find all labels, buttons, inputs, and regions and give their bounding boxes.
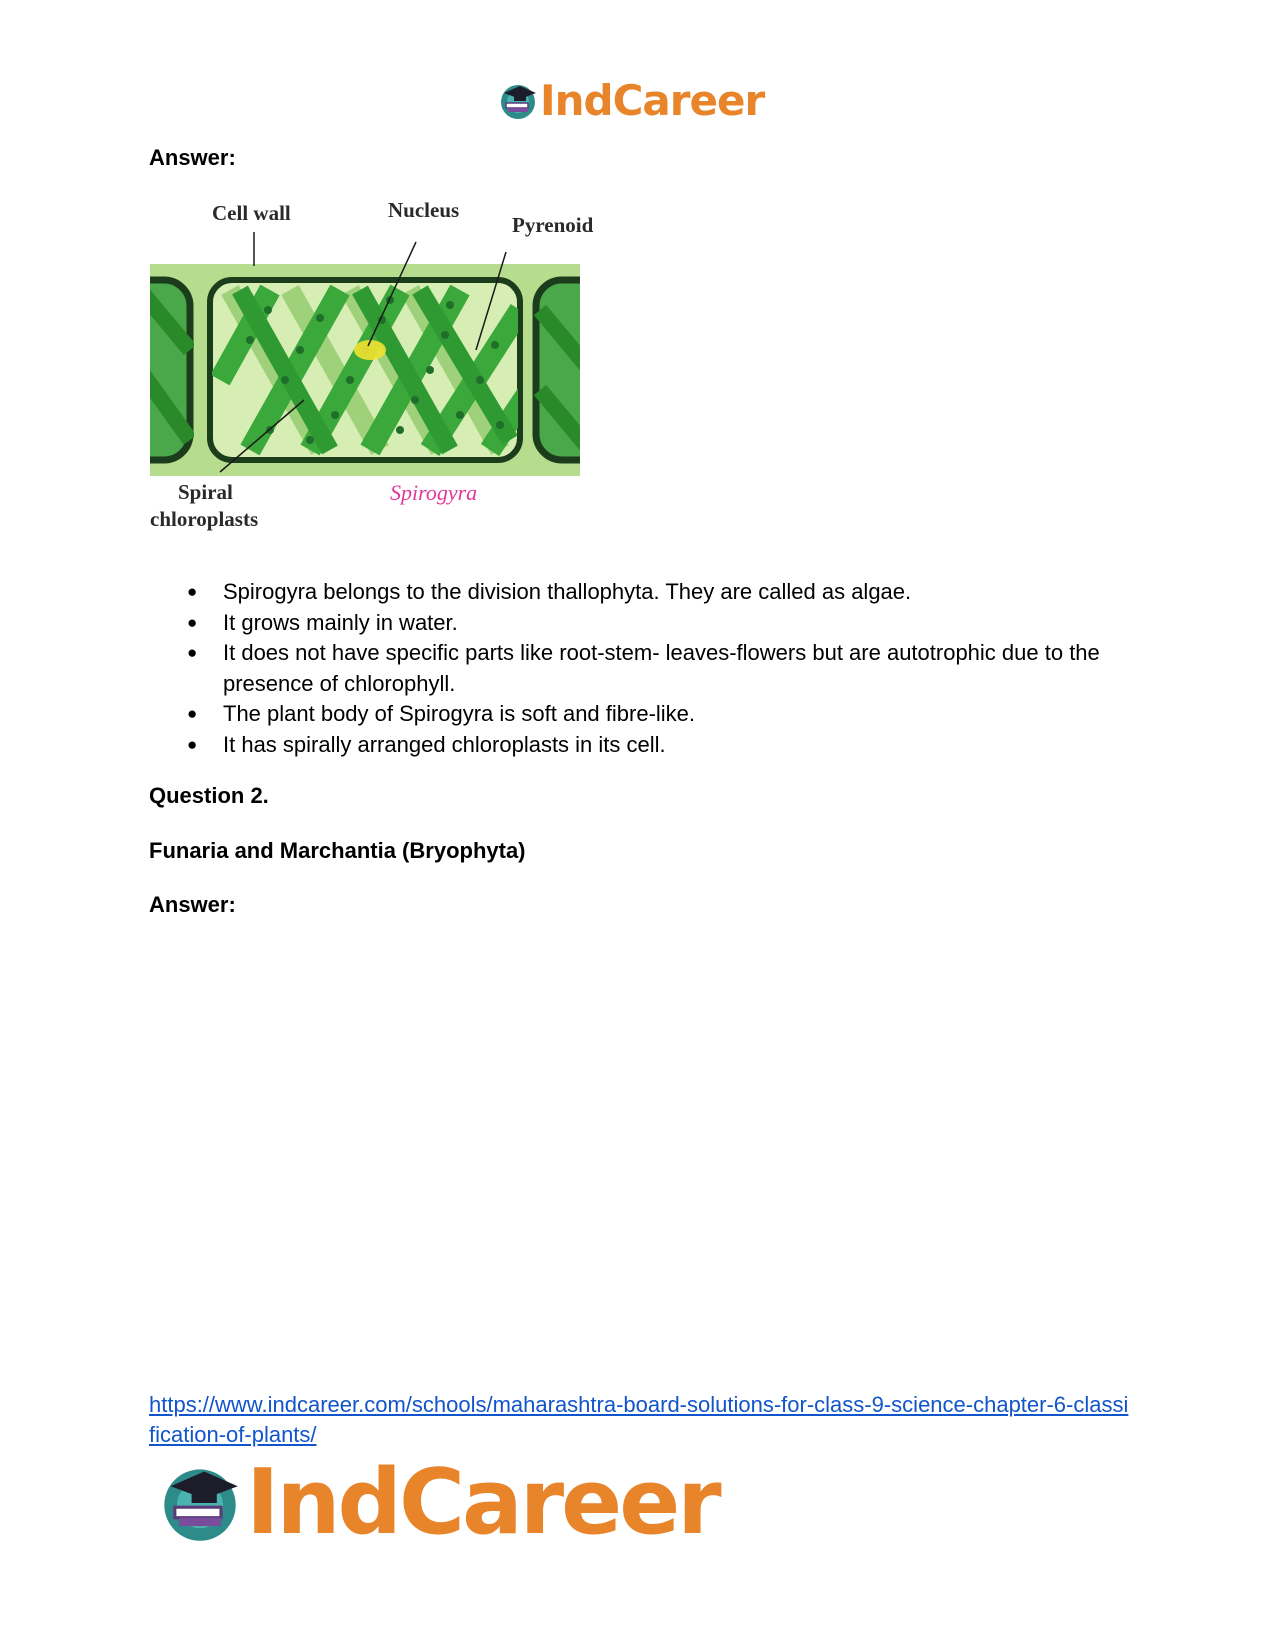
label-nucleus: Nucleus [388,200,460,222]
answer-bullet-list [149,577,1109,760]
header-logo [498,76,765,125]
list-item: ● It does not have specific parts like root-stem- leaves-flowers but are autotrophic due to the presence of chlorophyll. [149,638,1109,699]
label-spiral: Spiral [178,480,233,504]
left-neighbor-cell [150,280,190,460]
answer-heading: Answer: [149,145,236,170]
spirogyra-diagram [150,200,630,550]
logo-text: IndCareer [246,1450,719,1555]
list-item: ● Spirogyra belongs to the division thallophyta. They are called as algae. [149,577,1109,608]
question-title: Funaria and Marchantia (Bryophyta) [149,838,526,863]
label-cell-wall: Cell wall [212,201,291,225]
list-item: ● The plant body of Spirogyra is soft and fibre-like. [149,699,1109,730]
graduation-globe-icon [158,1461,242,1545]
question-heading: Question 2. [149,783,269,808]
answer-heading-2: Answer: [149,892,236,917]
figure-caption: Spirogyra [390,480,478,505]
label-chloroplasts: chloroplasts [150,507,259,531]
logo-text: IndCareer [540,76,765,125]
right-neighbor-cell [536,280,626,460]
list-item: ● It grows mainly in water. [149,608,1109,639]
graduation-globe-icon [498,81,538,121]
source-link[interactable]: https://www.indcareer.com/schools/maharashtra-board-solutions-for-class-9-science-chapter-6-classification-of-plants/ [149,1392,1129,1447]
list-item: ● It has spirally arranged chloroplasts in its cell. [149,730,1109,761]
label-pyrenoid: Pyrenoid [512,213,594,237]
footer-logo [158,1450,719,1555]
